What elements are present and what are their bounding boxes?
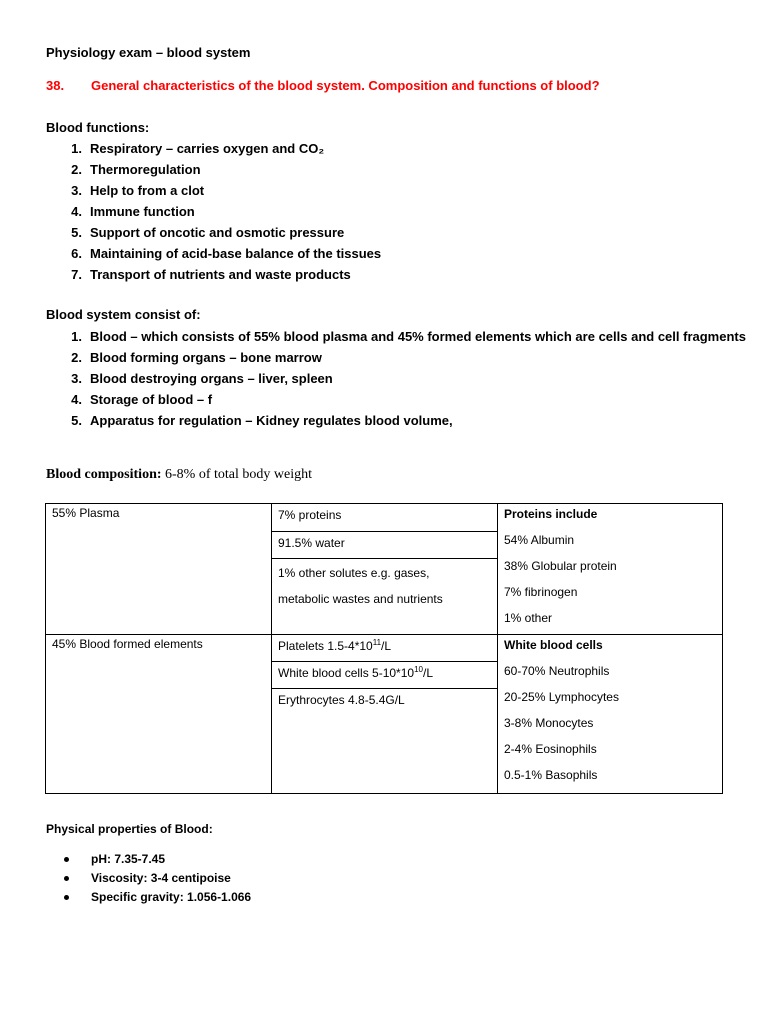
white-blood-cells-cell: White blood cells 60-70% Neutrophils 20-25% Lymphocytes 3-8% Monocytes 2-4% Eosinophils 0.5-1% Basophils	[498, 635, 723, 794]
physical-heading: Physical properties of Blood:	[46, 822, 213, 836]
proteins-cell: 7% proteins	[272, 504, 498, 532]
document-title: Physiology exam – blood system	[46, 45, 251, 60]
bullet-icon	[64, 895, 69, 900]
proteins-include-cell: Proteins include 54% Albumin 38% Globular protein 7% fibrinogen 1% other	[498, 504, 723, 635]
composition-title: Blood composition:	[46, 467, 162, 482]
table-row	[46, 504, 723, 532]
bullet-icon	[64, 857, 69, 862]
functions-heading: Blood functions:	[46, 120, 150, 135]
wbc-count-cell: White blood cells $5-10*10^{10}/L$	[272, 662, 498, 689]
table-row	[46, 635, 723, 662]
water-cell: 91.5% water	[272, 531, 498, 559]
document-page: Physiology exam – blood system 38. General characteristics of the blood system. Composition and functions of blood? Blood functions: 1. Respiratory – carries oxygen and CO₂ 2. Thermoregulation 3. Help to from a clot 4. Immune function 5. Support of oncotic and osmotic pressure 6. Maintaining of acid-base balance of the tissues 7. Transport of nutrients and waste products Blood system consist of: 1. Blood – which consists of 55% blood plasma and 45% formed elements which are cells and cell fragments 2. Blood forming organs – bone marrow 3. Blood destroying organs – liver, spleen 4. Storage of blood – f 5. Apparatus for regulation – Kidney regulates blood volume, Blood composition: 6-8% of total body weight 55% Plasma 7% proteins Proteins include 54% Albumin 38% Globular protein 7% fibrinogen 1% other 91.5% water 1% other solutes e.g. gases, metabolic wastes and nutrients 45% Blood formed elements Platelets $1.5-4*10^{11}/L$ White blood cells 60-70% Neutrophils 20-25% Lymphocytes 3-8% Monocytes 2-4% Eosinophils 0.5-1% Basophils White blood cells $5-10*10^{10}/L$ Erythrocytes 4.8-5.4G/L Physical properties of Blood: pH: 7.35-7.45 Viscosity: 3-4 centipoise Specific gravity: 1.056-1.066	[46, 45, 746, 904]
erythrocytes-cell: Erythrocytes 4.8-5.4G/L	[272, 689, 498, 794]
composition-subtitle: 6-8% of total body weight	[165, 467, 312, 482]
plasma-cell: 55% Plasma	[46, 504, 272, 635]
formed-elements-cell: 45% Blood formed elements	[46, 635, 272, 794]
bullet-icon	[64, 876, 69, 881]
composition-heading	[46, 467, 312, 483]
question-text: General characteristics of the blood system. Composition and functions of blood?	[91, 78, 600, 93]
platelets-cell: Platelets $1.5-4*10^{11}/L$	[272, 635, 498, 662]
question-number: 38.	[46, 78, 65, 93]
system-heading: Blood system consist of:	[46, 307, 201, 322]
blood-composition-table	[45, 503, 723, 794]
other-solutes-cell: 1% other solutes e.g. gases, metabolic wastes and nutrients	[272, 559, 498, 635]
